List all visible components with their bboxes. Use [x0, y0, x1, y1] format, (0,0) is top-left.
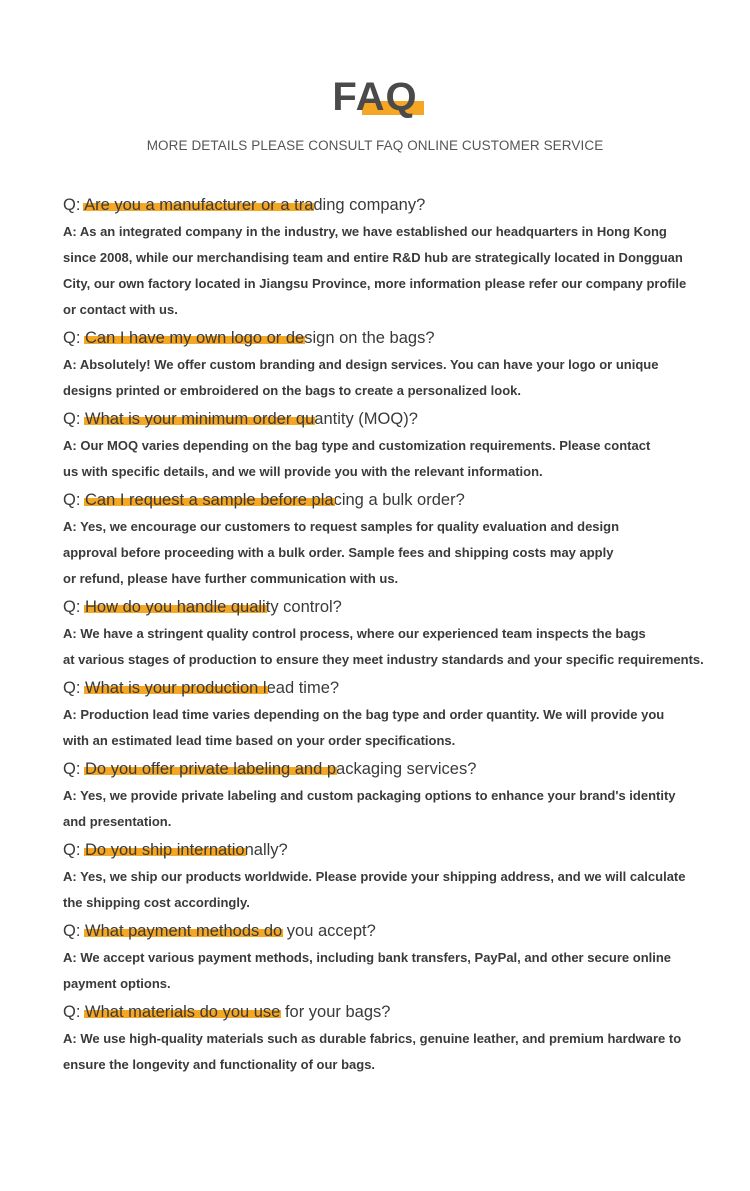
question-prefix: Q:	[63, 1003, 86, 1021]
answer-line: the shipping cost accordingly.	[63, 895, 250, 910]
faq-question	[63, 594, 733, 620]
faq-item	[63, 325, 733, 404]
question-highlight: Can I have my own logo or de	[85, 329, 305, 347]
faq-item	[63, 756, 733, 835]
answer-line: ensure the longevity and functionality of our bags.	[63, 1057, 376, 1072]
answer-line: City, our own factory located in Jiangsu Province, more information please refer our company profile	[63, 276, 687, 291]
faq-title-block	[0, 74, 750, 124]
faq-item	[63, 406, 733, 485]
question-prefix: Q:	[63, 922, 86, 940]
question-highlight: Do you offer private labeling and p	[85, 760, 337, 778]
answer-line: A: Production lead time varies depending on the bag type and order quantity. We will provide you	[63, 707, 665, 722]
question-text: ty control?	[265, 598, 342, 616]
answer-line: A: Yes, we encourage our customers to request samples for quality evaluation and design	[63, 519, 620, 534]
answer-line: with an estimated lead time based on your order specifications.	[63, 733, 456, 748]
faq-answer	[63, 514, 733, 592]
faq-item	[63, 192, 733, 323]
answer-line: us with specific details, and we will provide you with the relevant information.	[63, 464, 543, 479]
question-prefix: Q:	[63, 598, 86, 616]
faq-answer	[63, 864, 733, 916]
faq-answer	[63, 783, 733, 835]
answer-line: since 2008, while our merchandising team and entire R&D hub are strategically located in Dongguan	[63, 250, 683, 265]
faq-answer	[63, 1026, 733, 1078]
faq-answer	[63, 945, 733, 997]
question-highlight: What payment methods do	[85, 922, 283, 940]
faq-item	[63, 487, 733, 592]
faq-list	[63, 192, 733, 1080]
faq-item	[63, 594, 733, 673]
question-highlight: Can I request a sample before pla	[85, 491, 334, 509]
faq-question	[63, 918, 733, 944]
answer-line: at various stages of production to ensure they meet industry standards and your specific requirements.	[63, 652, 704, 667]
question-prefix: Q:	[63, 841, 86, 859]
faq-item	[63, 918, 733, 997]
answer-line: payment options.	[63, 976, 171, 991]
faq-answer	[63, 621, 733, 673]
faq-question	[63, 192, 733, 218]
question-text: ead time?	[266, 679, 340, 697]
question-prefix: Q:	[63, 410, 86, 428]
question-prefix: Q:	[63, 491, 86, 509]
faq-question	[63, 837, 733, 863]
faq-question	[63, 756, 733, 782]
question-prefix: Q:	[63, 329, 86, 347]
question-text: sign on the bags?	[304, 329, 435, 347]
question-text: antity (MOQ)?	[314, 410, 418, 428]
question-highlight: How do you handle quali	[85, 598, 266, 616]
answer-line: A: Yes, we provide private labeling and custom packaging options to enhance your brand's identity	[63, 788, 676, 803]
answer-line: or contact with us.	[63, 302, 178, 317]
faq-answer	[63, 702, 733, 754]
faq-question	[63, 675, 733, 701]
question-text: ackaging services?	[336, 760, 477, 778]
faq-question	[63, 999, 733, 1025]
answer-line: A: As an integrated company in the industry, we have established our headquarters in Hong Kong	[63, 224, 667, 239]
question-prefix: Q:	[63, 196, 85, 214]
answer-line: A: Absolutely! We offer custom branding and design services. You can have your logo or unique	[63, 357, 659, 372]
question-highlight: Do you ship internatio	[85, 841, 245, 859]
question-highlight: What is your production l	[85, 679, 267, 697]
faq-item	[63, 675, 733, 754]
answer-line: A: We accept various payment methods, including bank transfers, PayPal, and other secure online	[63, 950, 672, 965]
faq-item	[63, 837, 733, 916]
answer-line: designs printed or embroidered on the bags to create a personalized look.	[63, 383, 521, 398]
question-text: you accept?	[282, 922, 376, 940]
question-text: nally?	[244, 841, 288, 859]
question-prefix: Q:	[63, 679, 86, 697]
question-text: ding company?	[313, 196, 426, 214]
faq-item	[63, 999, 733, 1078]
question-highlight: Are you a manufacturer or a tra	[84, 196, 314, 214]
faq-question	[63, 487, 733, 513]
answer-line: and presentation.	[63, 814, 172, 829]
answer-line: approval before proceeding with a bulk order. Sample fees and shipping costs may apply	[63, 545, 614, 560]
faq-answer	[63, 219, 733, 323]
question-prefix: Q:	[63, 760, 86, 778]
page-title: FAQ	[332, 75, 418, 119]
answer-line: A: Our MOQ varies depending on the bag type and customization requirements. Please contact	[63, 438, 651, 453]
answer-line: A: We have a stringent quality control process, where our experienced team inspects the bags	[63, 626, 646, 641]
question-highlight: What is your minimum order qu	[85, 410, 315, 428]
answer-line: A: We use high-quality materials such as durable fabrics, genuine leather, and premium hardware to	[63, 1031, 682, 1046]
question-text: cing a bulk order?	[333, 491, 465, 509]
faq-question	[63, 406, 733, 432]
page-subtitle: MORE DETAILS PLEASE CONSULT FAQ ONLINE CUSTOMER SERVICE	[146, 138, 604, 153]
faq-answer	[63, 433, 733, 485]
answer-line: or refund, please have further communication with us.	[63, 571, 399, 586]
answer-line: A: Yes, we ship our products worldwide. Please provide your shipping address, and we will calculate	[63, 869, 686, 884]
faq-answer	[63, 352, 733, 404]
question-text: for your bags?	[280, 1003, 391, 1021]
faq-question	[63, 325, 733, 351]
question-highlight: What materials do you use	[85, 1003, 281, 1021]
